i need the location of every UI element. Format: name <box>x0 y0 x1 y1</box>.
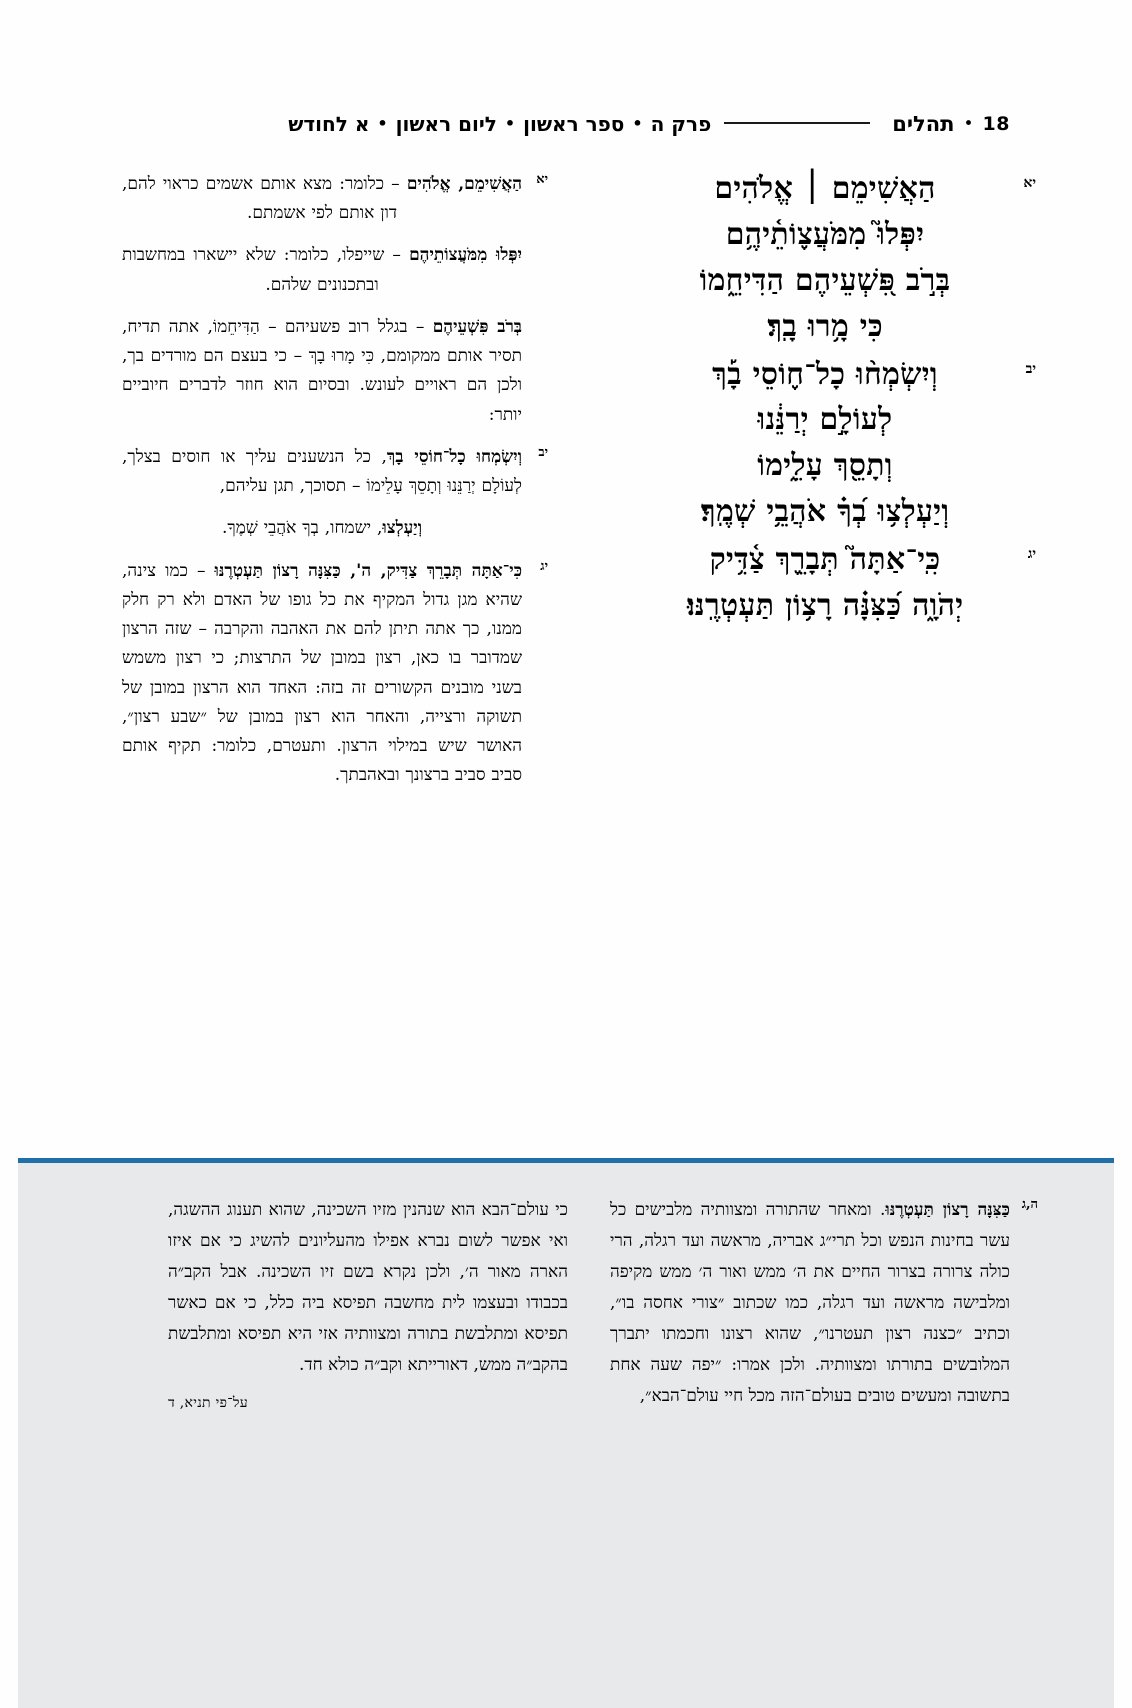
verse-line: הַאֲשִׁימֵם ׀ אֱלֹהִים <box>714 171 936 206</box>
commentary-lemma: הַאֲשִׁימֵם, אֱלֹהִים <box>406 174 522 194</box>
commentary-paragraph <box>122 313 522 430</box>
verse-block <box>640 166 1036 350</box>
footnote-panel <box>18 1158 1114 1708</box>
footnote-paragraph <box>610 1195 1010 1412</box>
commentary-lemma: כִּי־אַתָּה תְּבָרֵךְ צַדִּיק, ה', כַּצִּנָּה רָצוֹן תַּעְטְרֶנּוּ <box>214 560 522 581</box>
commentary-block <box>122 514 522 543</box>
commentary-paragraph <box>122 514 522 543</box>
commentary-paragraph <box>122 241 522 299</box>
main-content <box>122 166 1036 1126</box>
breadcrumb-separator-icon: • <box>504 114 516 133</box>
commentary-body: – שייפלו, כלומר: שלא יישארו במחשבות ובתכנונים שלהם. <box>122 245 410 295</box>
verse-line: יִפְּלוּ֮ מִמֹּעֲצ֪וֹתֵ֫יהֶ֥ם <box>725 216 925 252</box>
verse-line: בְּרֹ֣ב פִּ֭שְׁעֵיהֶם הַדִּיחֵ֑מוֹ <box>699 262 951 298</box>
verse-line: וְיִשְׂמְח֨וּ כָל־ח֪וֹסֵי בָ֡ךְ <box>712 356 938 392</box>
page-header <box>122 104 1010 144</box>
footnote-reference-number: ה,ג <box>1021 1197 1038 1212</box>
verse-line: כִּי מָ֥רוּ בָֽךְ׃ <box>767 308 883 344</box>
footnote-paragraph: כי עולם־הבא הוא שנהנין מזיו השכינה, שהוא תענוג ההשגה, ואי אפשר לשום נברא אפילו מהעליונים להשיג כי אם איזו הארה מאור ה׳, ולכן נקרא בשם זיו השכינה. אבל הקב״ה בכבודו ובעצמו לית מחשבה תפיסא ביה כלל, כי אם כאשר תפיסא ומתלבשת בתורה ומצוותיה אזי היא תפיסא ומתלבשת בהקב״ה ממש, דאורייתא וקב״ה כולא חד. <box>168 1200 568 1375</box>
verse-line: וְתָסֵ֖ךְ עָלֵ֑ימוֹ <box>757 448 893 484</box>
verse-line: לְעוֹלָ֣ם יְרַנֵּ֔נוּ <box>757 402 893 438</box>
commentary-lemma: וְיִשְׂמְחוּ כָל־חוֹסֵי בָךְ <box>386 446 522 467</box>
scripture-column <box>640 166 1036 631</box>
commentary-block <box>122 170 548 228</box>
footnote-column-left <box>168 1195 568 1412</box>
header-rule <box>724 122 870 124</box>
commentary-verse-number: יא <box>536 172 548 187</box>
commentary-block <box>122 313 522 430</box>
verse-line: יְהֹוָ֑ה כַּ֝צִּנָּ֗ה רָצ֥וֹן תַּעְטְרֶֽנּוּ׃ <box>686 588 964 624</box>
verse-number: יא <box>1023 175 1036 191</box>
commentary-lemma: יִפְּלוּ מִמֹּעֲצוֹתֵיהֶם <box>409 245 522 266</box>
footnote-column-right <box>610 1195 1038 1412</box>
verse-number: יב <box>1025 360 1036 377</box>
commentary-paragraph <box>122 557 522 791</box>
breadcrumb-separator-icon: • <box>632 114 643 133</box>
verse-line: וְיַעְלְצ֥וּ בְ֝ךָ֗ אֹהֲבֵ֥י שְׁמֶֽךָ׃ <box>700 494 950 530</box>
commentary-paragraph <box>122 443 522 501</box>
verse-block <box>640 537 1036 629</box>
book-title: תהלים <box>892 111 955 136</box>
commentary-verse-number: יג <box>540 558 548 574</box>
breadcrumb-item-day: ליום ראשון <box>395 112 497 136</box>
commentary-block <box>122 557 548 791</box>
commentary-lemma: וְיַעְלְצוּ <box>382 518 423 539</box>
breadcrumb-item-month-day: א לחודש <box>288 112 370 136</box>
commentary-block <box>122 443 548 501</box>
commentary-column <box>122 170 548 803</box>
commentary-body: – כלומר: מצא אותם אשמים כראוי להם, דון אותם לפי אשמתם. <box>122 174 407 224</box>
breadcrumb-item-chapter: פרק ה <box>650 112 712 136</box>
breadcrumb <box>287 114 712 134</box>
verse-block <box>640 352 1036 536</box>
footnote-body: . ומאחר שהתורה ומצוותיה מלבישים כל עשר בחינות הנפש וכל תרי״ג אבריה, מראשה ועד רגלה, הרי כולה צרורה בצרור החיים את ה׳ ממש ואור ה׳ ממש מקיפה ומלבישה מראשה ועד רגלה, כמו שכתוב ״צורי אחסה בו״, וכתיב ״כצנה רצון תעטרנו״, שהוא רצונו וחכמתו יתברך המלובשים בתורתו ומצוותיה. ולכן אמרו: ״יפה שעה אחת בתשובה ומעשים טובים בעולם־הזה מכל חיי עולם־הבא״, <box>610 1200 1010 1406</box>
commentary-verse-number: יב <box>538 444 548 460</box>
breadcrumb-separator-icon: • <box>377 114 388 133</box>
verse-line: כִּֽי־אַתָּה֮ תְּבָרֵ֪ךְ צַ֫דִּ֥יק <box>709 542 941 578</box>
page-number: 18 <box>982 112 1010 135</box>
commentary-body: , ישמחו, בְךָ אֹהֲבֵי שְׁמֶךָ. <box>221 518 383 539</box>
commentary-paragraph <box>122 170 522 228</box>
verse-number: יג <box>1027 546 1036 563</box>
commentary-body: – בגלל רוב פשעיהם – הַדִּיחֵמוֹ, אתה תדיח, תסיר אותם ממקומם, כִּי מָרוּ בָךְ – כי בעצם הם מורדים בך, ולכן הם ראויים לעונש. ובסיום הוא חוזר לדברים חיוביים יותר: <box>122 316 522 425</box>
commentary-body: – כמו צינה, שהיא מגן גדול המקיף את כל גופו של האדם ולא רק חלק ממנו, כך אתה תיתן להם את האהבה והקרבה – שזה הרצון שמדובר בו כאן, רצון במובן של התרצות; כי רצון משמש בשני מובנים הקשורים זה בזה: האחד הוא הרצון במובן של תשוקה ורצייה, והאחר הוא רצון במובן של ״שבע רצון״, האושר שיש במילוי הרצון. ותעטרם, כלומר: תקיף אותם סביב סביב ברצונך ובאהבתך. <box>122 560 522 786</box>
commentary-body: , כל הנשענים עליך או חוסים בצלך, לְעוֹלָם יְרַנֵּנוּ וְתָסֵךְ עָלֵימוֹ – תסוכך, תגן עליהם, <box>122 446 522 497</box>
footnote-lemma: כַּצִּנָּה רָצוֹן תַּעְטְרֶנּוּ <box>885 1200 1010 1220</box>
footnote-attribution: על־פי תניא, ד <box>168 1394 248 1411</box>
commentary-block <box>122 241 522 299</box>
footnote-columns <box>122 1195 1038 1412</box>
breadcrumb-item-book: ספר ראשון <box>523 112 625 136</box>
commentary-lemma: בְּרֹב פִּשְׁעֵיהֶם <box>432 316 523 337</box>
header-bullet-icon: • <box>963 113 974 134</box>
